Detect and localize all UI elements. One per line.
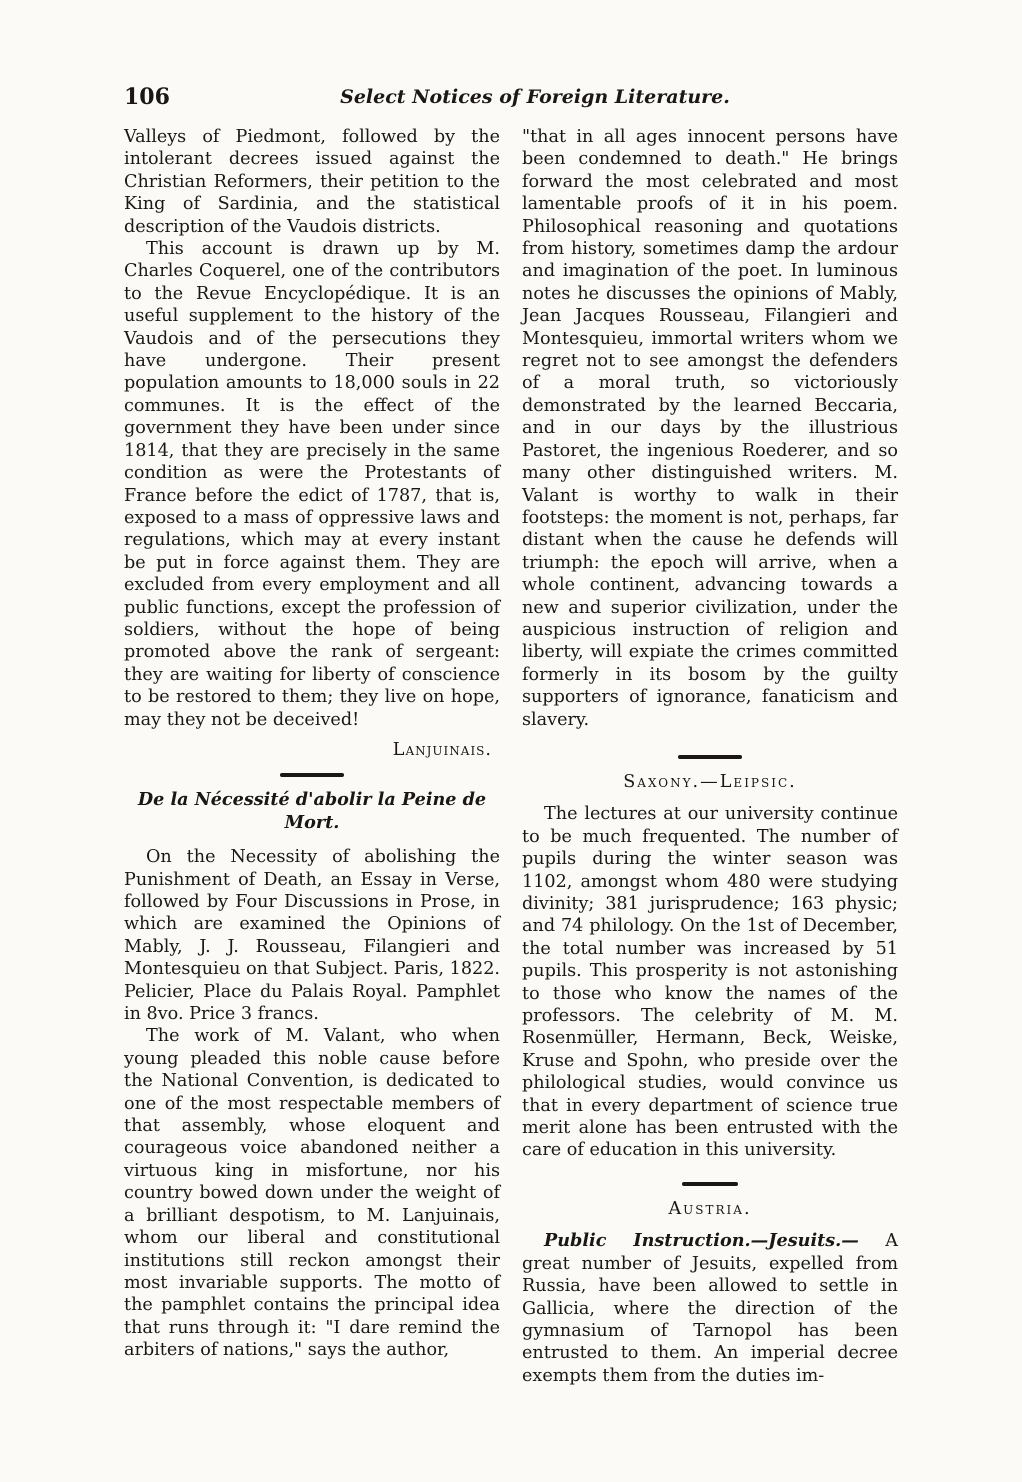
paragraph (522, 1230, 898, 1387)
right-column (522, 126, 898, 1387)
paragraph: This account is drawn up by M. Charles Coquerel, one of the contributors to the Revue Encyclopédique. It is an useful supplement to the history of the Vaudois and of the persecutions they have undergone. Their present population amounts to 18,000 souls in 22 communes. It is the effect of the government they have been under since 1814, that they are precisely in the same condition as were the Protestants of France before the edict of 1787, that is, exposed to a mass of oppressive laws and regulations, which may at every instant be put in force against them. They are excluded from every employment and all public functions, except the profession of soldiers, without the hope of being promoted above the rank of sergeant: they are waiting for liberty of conscience to be restored to them; they live on hope, may they not be deceived! (124, 239, 500, 730)
paragraph: "that in all ages innocent persons have been condemned to death." He brings forward the most celebrated and most lamentable proofs of it in his poem. Philosophical reasoning and quotations from history, sometimes damp the ardour and imagination of the poet. In luminous notes he discusses the opinions of Mably, Jean Jacques Rousseau, Filangieri and Montesquieu, immortal writers whom we regret not to see amongst the defenders of a moral truth, so victoriously demonstrated by the learned Beccaria, and in our days by the illustrious Pastoret, the ingenious Roederer, and so many other distinguished writers. M. Valant is worthy to walk in their footsteps: the moment is not, perhaps, far distant when the cause he defends will triumph: the epoch will arrive, when a whole continent, advancing towards a new and superior civilization, under the auspicious instruction of religion and liberty, will expiate the crimes committed formerly in its bosom by the guilty supporters of ignorance, fanaticism and slavery. (522, 127, 898, 730)
section-heading-saxony: Saxony.—Leipsic. (623, 771, 797, 792)
left-column (124, 126, 500, 1362)
section-divider (682, 1182, 738, 1186)
paragraph: On the Necessity of abolishing the Punishment of Death, an Essay in Verse, followed by Four Discussions in Prose, in which are examined the Opinions of Mably, J. J. Rousseau, Filangieri and Montesquieu on that Subject. Paris, 1822. Pelicier, Place du Palais Royal. Pamphlet in 8vo. Price 3 francs. (124, 847, 500, 1025)
paragraph-text: A great number of Jesuits, expelled from Russia, have been allowed to settle in Gallicia, where the direction of the gymnasium of Tarnopol has been entrusted to them. An imperial decree exempts them from the duties im- (522, 1231, 898, 1386)
section-heading-austria: Austria. (668, 1198, 752, 1219)
paragraph: The lectures at our university continue to be much frequented. The number of pupils during the winter season was 1102, amongst whom 480 were studying divinity; 381 jurisprudence; 163 physic; and 74 philology. On the 1st of December, the total number was increased by 51 pupils. This prosperity is not astonishing to those who know the names of the professors. The celebrity of M. M. Rosenmüller, Hermann, Beck, Weiske, Kruse and Spohn, who preside over the philological studies, would convince us that in every department of science true merit alone has been entrusted with the care of education in this university. (522, 804, 898, 1161)
page-header (124, 84, 946, 120)
paragraph: Valleys of Piedmont, followed by the intolerant decrees issued against the Christian Reformers, their petition to the King of Sardinia, and the statistical description of the Vaudois districts. (124, 127, 500, 237)
section-divider (678, 755, 742, 759)
author-signature: Lanjuinais. (392, 739, 492, 760)
page-number: 106 (124, 84, 170, 110)
running-title: Select Notices of Foreign Literature. (340, 86, 730, 108)
paragraph-lead: Public Instruction.—Jesuits.— (544, 1230, 859, 1252)
paragraph: The work of M. Valant, who when young pleaded this noble cause before the National Convention, is dedicated to one of the most respectable members of that assembly, whose eloquent and courageous voice abandoned neither a virtuous king in misfortune, nor his country bowed down under the weight of a brilliant despotism, to M. Lanjuinais, whom our liberal and constitutional institutions still reckon amongst their most invariable supports. The motto of the pamphlet contains the principal idea that runs through it: "I dare remind the arbiters of nations," says the author, (124, 1026, 500, 1361)
article-title: De la Nécessité d'abolir la Peine de Mort. (137, 789, 487, 833)
section-divider (280, 773, 344, 777)
